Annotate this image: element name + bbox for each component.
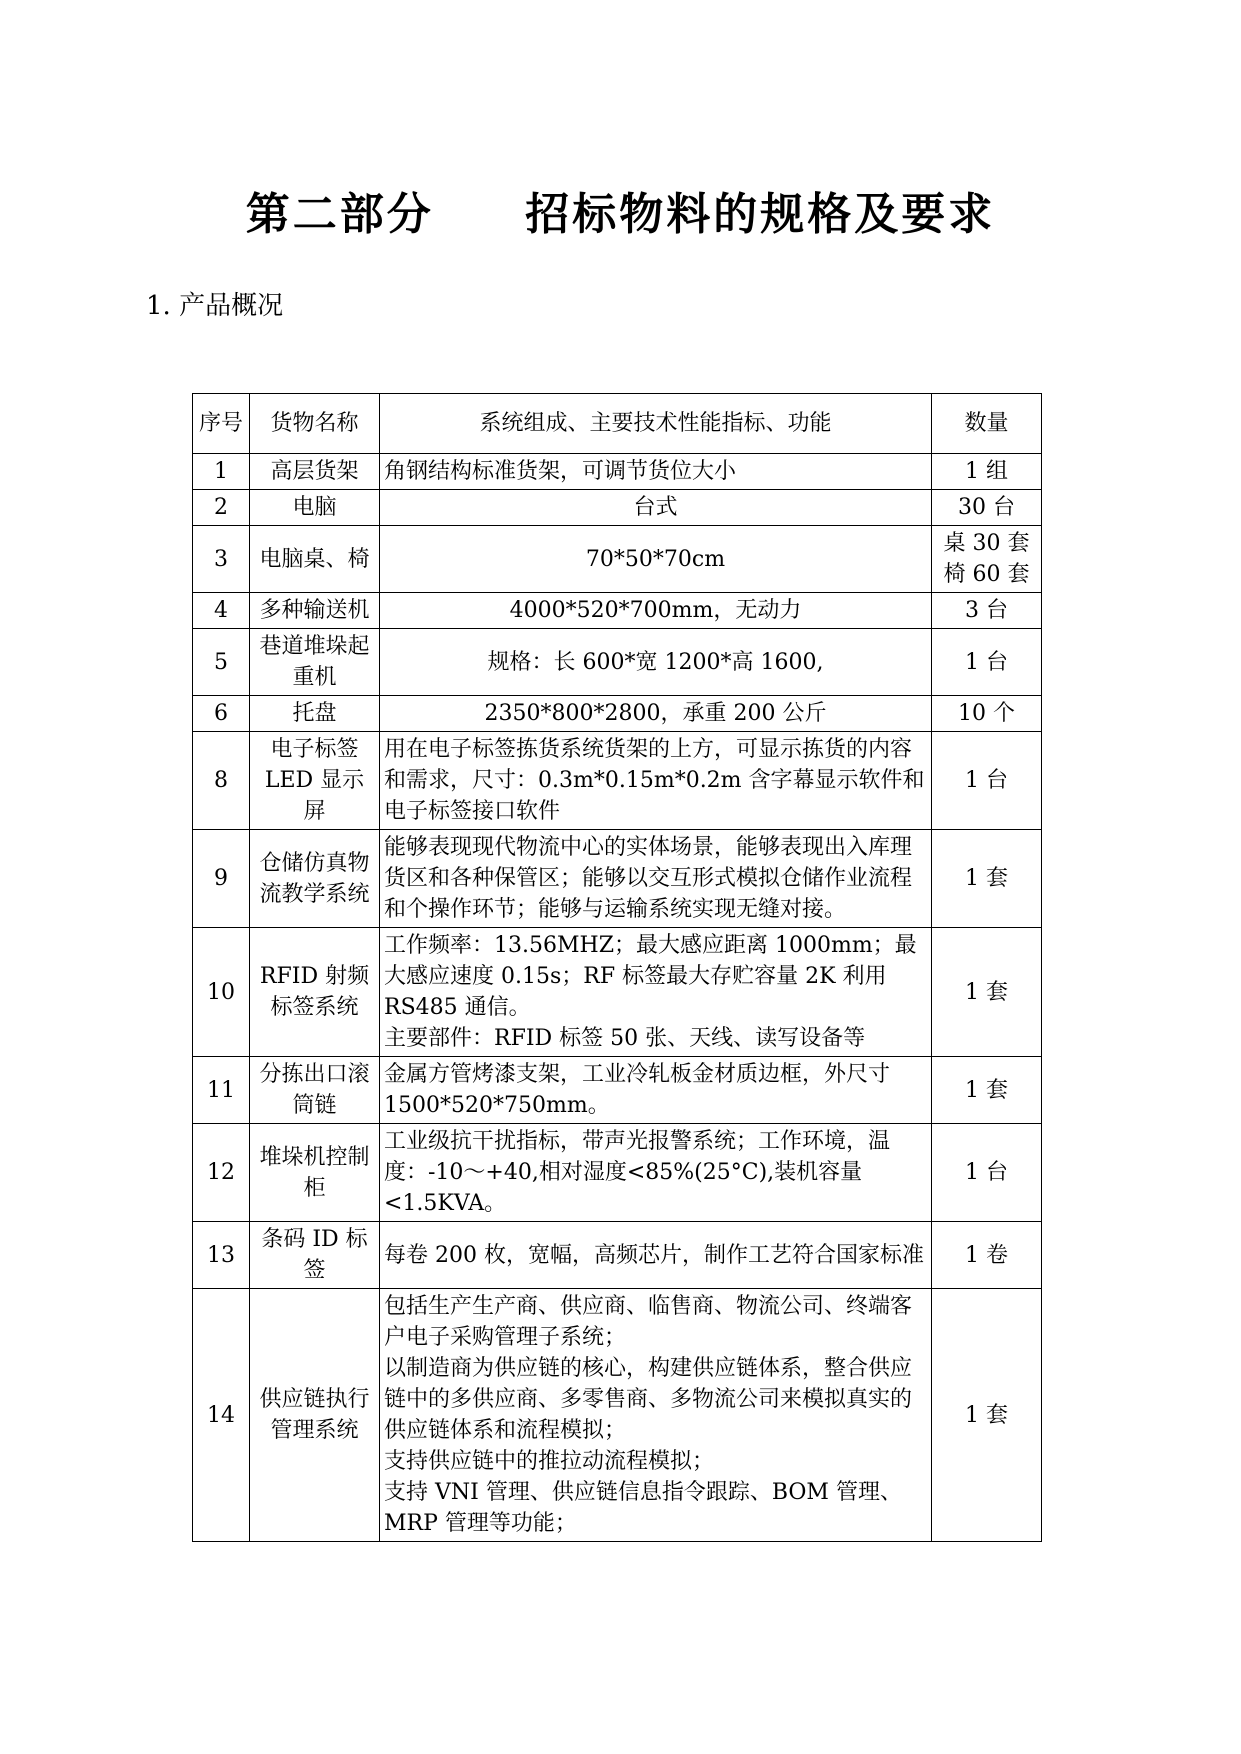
item-quantity — [932, 1289, 1042, 1542]
item-quantity — [932, 928, 1042, 1057]
quantity-line: 桌 30 套 — [943, 531, 1030, 556]
spec-line: 台式 — [633, 495, 678, 520]
quantity-line: 10 个 — [958, 701, 1015, 726]
spec-line: 工作频率：13.56MHZ；最大感应距离 1000mm；最大感应速度 0.15s；RF 标签最大存贮容量 2K 利用 RS485 通信。 — [384, 933, 917, 1020]
row-number: 14 — [193, 1289, 250, 1542]
table-row — [193, 928, 1042, 1057]
item-spec — [380, 928, 932, 1057]
item-name: 多种输送机 — [250, 593, 380, 629]
quantity-line: 1 套 — [965, 979, 1008, 1005]
table-row — [193, 1124, 1042, 1222]
item-quantity — [932, 454, 1042, 490]
item-name: 条码 ID 标签 — [250, 1222, 380, 1289]
item-quantity — [932, 593, 1042, 629]
quantity-line: 1 套 — [965, 1077, 1008, 1103]
item-name: 仓储仿真物流教学系统 — [250, 830, 380, 928]
quantity-line: 1 组 — [965, 459, 1008, 484]
header-qty: 数量 — [932, 394, 1042, 454]
page-title: 第二部分 招标物料的规格及要求 — [245, 189, 996, 240]
spec-line: 角钢结构标准货架，可调节货位大小 — [384, 459, 737, 484]
item-quantity — [932, 1222, 1042, 1289]
spec-line: 支持 VNI 管理、供应链信息指令跟踪、BOM 管理、MRP 管理等功能； — [384, 1480, 902, 1536]
row-number: 12 — [193, 1124, 250, 1222]
spec-line: 用在电子标签拣货系统货架的上方，可显示拣货的内容和需求，尺寸：0.3m*0.15m*0.2m 含字幕显示软件和电子标签接口软件 — [384, 737, 925, 824]
table-row — [193, 490, 1042, 526]
spec-line: 支持供应链中的推拉动流程模拟； — [384, 1449, 715, 1474]
item-spec — [380, 629, 932, 696]
spec-line: 以制造商为供应链的核心，构建供应链体系，整合供应链中的多供应商、多零售商、多物流公司来模拟真实的供应链体系和流程模拟； — [384, 1356, 913, 1443]
table-row — [193, 1222, 1042, 1289]
table-row — [193, 526, 1042, 593]
table-row — [193, 454, 1042, 490]
spec-line: 每卷 200 枚，宽幅，高频芯片，制作工艺符合国家标准 — [384, 1242, 924, 1268]
item-quantity — [932, 830, 1042, 928]
quantity-line: 1 套 — [965, 866, 1008, 891]
row-number: 9 — [193, 830, 250, 928]
item-name: 电脑 — [250, 490, 380, 526]
item-quantity — [932, 696, 1042, 732]
quantity-line: 3 台 — [965, 598, 1008, 623]
table-row — [193, 629, 1042, 696]
row-number: 1 — [193, 454, 250, 490]
item-quantity — [932, 490, 1042, 526]
spec-table — [192, 393, 1042, 1542]
quantity-line: 1 卷 — [965, 1242, 1008, 1268]
header-name: 货物名称 — [250, 394, 380, 454]
item-spec — [380, 1289, 932, 1542]
table-row — [193, 732, 1042, 830]
item-quantity — [932, 1057, 1042, 1124]
item-name: RFID 射频标签系统 — [250, 928, 380, 1057]
spec-line: 包括生产生产商、供应商、临售商、物流公司、终端客户电子采购管理子系统； — [384, 1294, 913, 1350]
spec-line: 主要部件：RFID 标签 50 张、天线、读写设备等 — [384, 1026, 866, 1051]
row-number: 8 — [193, 732, 250, 830]
item-spec — [380, 490, 932, 526]
item-quantity — [932, 732, 1042, 830]
quantity-line: 1 台 — [965, 1160, 1008, 1185]
item-spec — [380, 1057, 932, 1124]
item-spec — [380, 830, 932, 928]
item-name: 托盘 — [250, 696, 380, 732]
item-quantity — [932, 1124, 1042, 1222]
item-spec — [380, 593, 932, 629]
spec-line: 工业级抗干扰指标，带声光报警系统；工作环境，温度：-10～+40,相对湿度<85%(25°C),装机容量<1.5KVA。 — [384, 1129, 891, 1216]
item-spec — [380, 526, 932, 593]
spec-line: 规格：长 600*宽 1200*高 1600, — [487, 649, 824, 675]
header-spec: 系统组成、主要技术性能指标、功能 — [380, 394, 932, 454]
item-name: 堆垛机控制柜 — [250, 1124, 380, 1222]
table-row — [193, 593, 1042, 629]
item-name: 供应链执行管理系统 — [250, 1289, 380, 1542]
quantity-line: 1 套 — [965, 1402, 1008, 1428]
item-spec — [380, 1124, 932, 1222]
row-number: 5 — [193, 629, 250, 696]
item-name: 高层货架 — [250, 454, 380, 490]
item-quantity — [932, 629, 1042, 696]
spec-line: 2350*800*2800，承重 200 公斤 — [484, 701, 827, 726]
quantity-line: 1 台 — [965, 649, 1008, 675]
table-header-row — [193, 394, 1042, 454]
table-row — [193, 830, 1042, 928]
row-number: 10 — [193, 928, 250, 1057]
item-name: 分拣出口滚筒链 — [250, 1057, 380, 1124]
row-number: 2 — [193, 490, 250, 526]
row-number: 6 — [193, 696, 250, 732]
spec-line: 70*50*70cm — [585, 546, 726, 572]
header-no: 序号 — [193, 394, 250, 454]
quantity-line: 1 台 — [965, 768, 1008, 793]
row-number: 11 — [193, 1057, 250, 1124]
spec-line: 金属方管烤漆支架，工业冷轧板金材质边框，外尺寸 1500*520*750mm。 — [384, 1062, 891, 1118]
item-name: 巷道堆垛起重机 — [250, 629, 380, 696]
table-row — [193, 1057, 1042, 1124]
section-heading: 1. 产品概况 — [146, 291, 284, 321]
item-spec — [380, 1222, 932, 1289]
item-name: 电脑桌、椅 — [250, 526, 380, 593]
table-row — [193, 1289, 1042, 1542]
item-spec — [380, 454, 932, 490]
item-name: 电子标签 LED 显示屏 — [250, 732, 380, 830]
table-body — [193, 454, 1042, 1542]
item-quantity — [932, 526, 1042, 593]
item-spec — [380, 696, 932, 732]
quantity-line: 椅 60 套 — [943, 562, 1030, 587]
table-row — [193, 696, 1042, 732]
item-spec — [380, 732, 932, 830]
quantity-line: 30 台 — [958, 495, 1015, 520]
spec-line: 4000*520*700mm，无动力 — [509, 598, 802, 623]
row-number: 3 — [193, 526, 250, 593]
row-number: 13 — [193, 1222, 250, 1289]
spec-line: 能够表现现代物流中心的实体场景，能够表现出入库理货区和各种保管区；能够以交互形式模拟仓储作业流程和个操作环节；能够与运输系统实现无缝对接。 — [384, 835, 913, 922]
row-number: 4 — [193, 593, 250, 629]
